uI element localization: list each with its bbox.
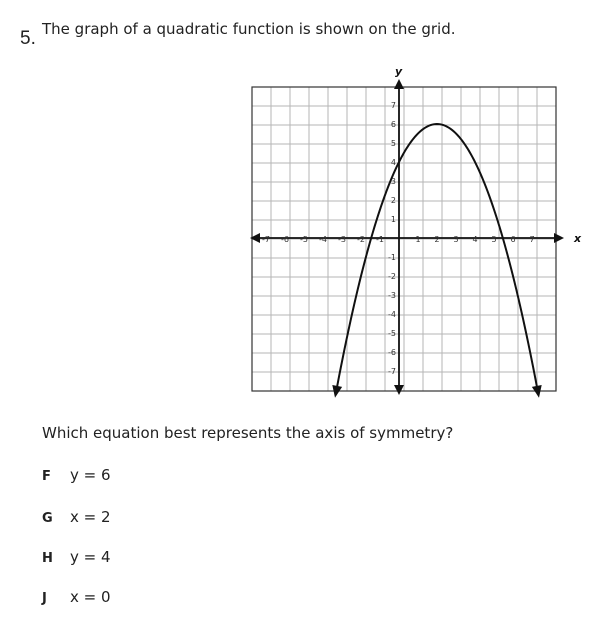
y-tick-label: 1 — [390, 215, 396, 224]
question-prompt: The graph of a quadratic function is shown on the grid. — [42, 20, 456, 38]
x-tick-label: -4 — [319, 235, 327, 244]
choice-h[interactable] — [42, 548, 111, 566]
y-tick-label: 5 — [390, 139, 396, 148]
x-tick-label: 5 — [491, 235, 497, 244]
y-axis-label: y — [395, 65, 403, 78]
choice-f[interactable] — [42, 466, 111, 484]
choice-j[interactable] — [42, 588, 111, 606]
x-tick-label: -1 — [376, 235, 384, 244]
y-tick-label: -3 — [388, 291, 396, 300]
y-tick-label: 3 — [390, 177, 396, 186]
x-tick-label: 7 — [529, 235, 535, 244]
choice-letter: G — [42, 511, 53, 526]
x-tick-label: 6 — [510, 235, 516, 244]
x-tick-label: -3 — [338, 235, 346, 244]
quadratic-graph — [240, 62, 585, 402]
choice-equation: y = 6 — [70, 466, 111, 484]
question-text: Which equation best represents the axis of symmetry? — [42, 424, 454, 442]
y-tick-label: 6 — [390, 120, 396, 129]
x-axis-arrow-right — [554, 233, 564, 243]
question-number: 5. — [20, 28, 36, 49]
y-tick-label: -5 — [388, 329, 396, 338]
x-tick-label: -2 — [357, 235, 365, 244]
choice-equation: x = 2 — [70, 508, 111, 526]
choice-equation: x = 0 — [70, 588, 111, 606]
y-tick-label: -1 — [388, 253, 396, 262]
choice-letter: F — [42, 469, 51, 484]
choice-g[interactable] — [42, 508, 111, 526]
x-tick-label: 1 — [415, 235, 421, 244]
y-tick-label: -7 — [388, 367, 396, 376]
x-tick-label: -6 — [281, 235, 289, 244]
y-tick-label: 2 — [390, 196, 396, 205]
choice-equation: y = 4 — [70, 548, 111, 566]
choice-letter: J — [42, 591, 47, 606]
y-tick-label: 7 — [390, 101, 396, 110]
y-tick-label: -2 — [388, 272, 396, 281]
y-axis-arrow-up — [394, 79, 404, 89]
y-axis-arrow-down — [394, 385, 404, 395]
x-tick-label: -5 — [300, 235, 308, 244]
y-tick-label: -4 — [388, 310, 396, 319]
y-tick-label: 4 — [390, 158, 396, 167]
x-tick-label: 4 — [472, 235, 478, 244]
x-tick-label: 2 — [434, 235, 440, 244]
x-tick-label: -7 — [262, 235, 270, 244]
choice-letter: H — [42, 551, 53, 566]
graph-svg — [240, 62, 585, 402]
x-tick-label: 3 — [453, 235, 459, 244]
x-axis-label: x — [574, 232, 582, 245]
y-tick-label: -6 — [388, 348, 396, 357]
